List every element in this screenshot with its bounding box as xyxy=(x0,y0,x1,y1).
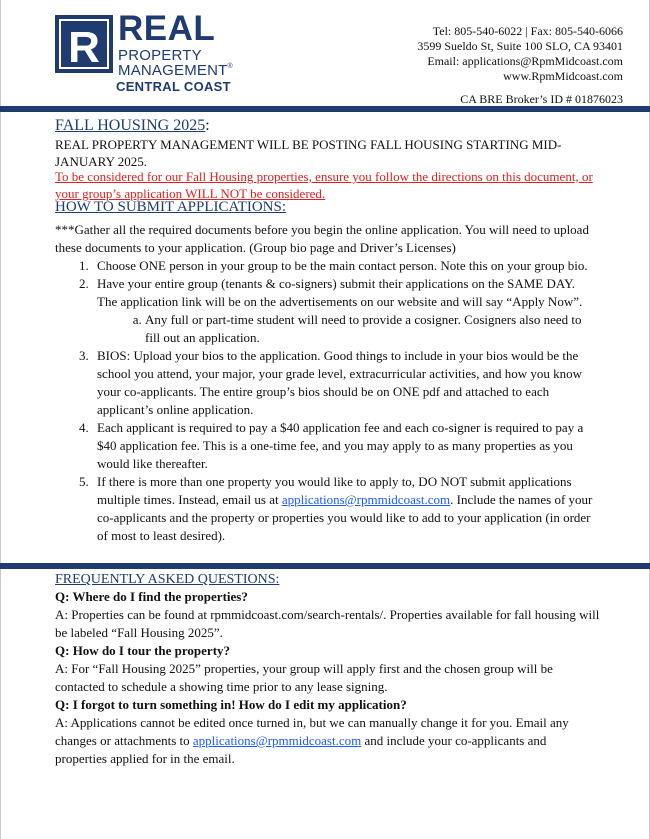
logo-name-management: MANAGEMENT® xyxy=(118,62,233,79)
faq-divider xyxy=(0,563,650,569)
step-item: 1. Choose ONE person in your group to be the main contact person. Note this on your group bio. xyxy=(92,257,595,275)
contact-block xyxy=(417,24,623,84)
contact-phone-fax: Tel: 805-540-6022 | Fax: 805-540-6066 xyxy=(432,24,623,38)
faq-answer: A: Properties can be found at rpmmidcoast.com/search-rentals/. Properties available for fall housing will be labeled “Fall Housing 2025”. xyxy=(55,607,600,640)
steps-list xyxy=(55,257,595,545)
company-logo xyxy=(55,9,255,95)
how-to-submit-title: HOW TO SUBMIT APPLICATIONS: xyxy=(55,199,287,215)
logo-r-mark xyxy=(55,15,113,73)
faq-question: Q: Where do I find the properties? xyxy=(55,589,248,604)
faq-answer: A: Applications cannot be edited once turned in, but we can manually change it for you. Email any changes or attachments to applications@rpmmidcoast.com and include your co-applicants and properties applied for in the email. xyxy=(55,715,569,766)
faq-question: Q: I forgot to turn something in! How do I edit my application? xyxy=(55,697,407,712)
registered-mark: ® xyxy=(227,63,233,70)
sub-steps-list xyxy=(97,311,595,347)
logo-region: CENTRAL COAST xyxy=(116,79,231,94)
faq-title: FREQUENTLY ASKED QUESTIONS: xyxy=(55,572,280,587)
email-link[interactable]: applications@rpmmidcoast.com xyxy=(281,492,451,507)
logo-name-real: REAL xyxy=(118,9,216,48)
step-item: 4. Each applicant is required to pay a $40 application fee and each co-signer is required to pay a $40 application fee. This is a one-time fee, and you may apply to as many properties as you would like thereafter. xyxy=(92,419,595,473)
contact-email: Email: applications@RpmMidcoast.com xyxy=(427,54,623,68)
logo-name-property: PROPERTY xyxy=(118,47,202,64)
fall-announcement: REAL PROPERTY MANAGEMENT WILL BE POSTING FALL HOUSING STARTING MID-JANUARY 2025. xyxy=(55,137,562,169)
email-link[interactable]: applications@rpmmidcoast.com xyxy=(192,733,362,748)
how-intro: ***Gather all the required documents before you begin the online application. You will need to upload these documents to your application. (Group bio page and Driver’s Licenses) xyxy=(55,222,589,255)
contact-website: www.RpmMidcoast.com xyxy=(503,69,623,83)
broker-id: CA BRE Broker’s ID # 01876023 xyxy=(460,92,623,106)
header-divider xyxy=(0,106,650,112)
svg-text:R: R xyxy=(68,23,100,72)
faq-question: Q: How do I tour the property? xyxy=(55,643,231,658)
step-item: 3. BIOS: Upload your bios to the application. Good things to include in your bios would be the school you attend, your major, your grade level, extracurricular activities, and how you know your co-applicants. The entire group’s bios should be on ONE pdf and attached to each applicant’s online application. xyxy=(92,347,595,419)
sub-step-item: a. Any full or part-time student will need to provide a cosigner. Cosigners also need to fill out an application. xyxy=(145,311,595,347)
how-to-submit-body xyxy=(55,221,595,545)
page-left-edge xyxy=(0,0,1,839)
contact-address: 3599 Sueldo St, Suite 100 SLO, CA 93401 xyxy=(417,39,623,53)
step-item: 2. Have your entire group (tenants & co-signers) submit their applications on the SAME DAY. The application link will be on the advertisements on our website and will say “Apply Now”. a. Any full or part-time student will need to provide a cosigner. Cosigners also need to fill out an application. xyxy=(92,275,595,347)
faq-list xyxy=(55,588,600,768)
step-item: 5. If there is more than one property you would like to apply to, DO NOT submit applications multiple times. Instead, email us at applications@rpmmidcoast.com. Include the names of your co-applicants and the property or properties you would like to add to your application (in order of most to least desired). xyxy=(92,473,595,545)
faq-answer: A: For “Fall Housing 2025” properties, your group will apply first and the chosen group will be contacted to schedule a showing time prior to any lease signing. xyxy=(55,661,553,694)
fall-housing-heading: FALL HOUSING 2025: xyxy=(55,117,210,134)
fall-housing-title: FALL HOUSING 2025 xyxy=(55,117,206,134)
fall-warning: To be considered for our Fall Housing properties, ensure you follow the directions on this document, or your group’s application WILL NOT be considered. xyxy=(55,169,593,201)
